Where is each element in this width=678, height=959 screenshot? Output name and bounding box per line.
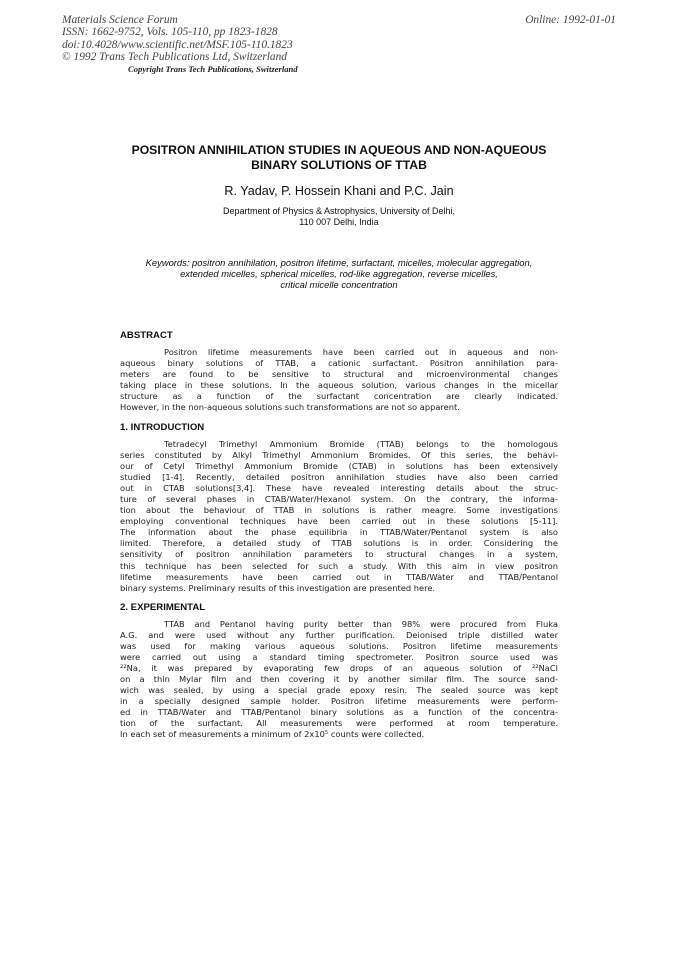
affiliation [100,206,578,228]
text-line: was used for making various aqueous solutions. Positron lifetime measurements [120,641,558,652]
text-line: ed in TTAB/Water and TTAB/Pentanol binary solutions as a function of the concentra- [120,707,558,718]
text-line: lifetime measurements have been carried out in TTAB/Water and TTAB/Pentanol [120,571,558,582]
text-line: on a thin Mylar film and then covering it by another similar film. The source sand- [120,674,558,685]
experimental-body [120,619,558,741]
keywords-line: extended micelles, spherical micelles, rod-like aggregation, reverse micelles, [180,268,498,280]
text-line: studied [1-4]. Recently, detailed positron annihilation studies have also been carried [120,472,558,483]
text-line: Positron lifetime measurements have been carried out in aqueous and non- [164,347,558,357]
title-line: POSITRON ANNIHILATION STUDIES IN AQUEOUS AND NON-AQUEOUS [131,143,547,157]
text-line: sensitivity of positron annihilation parameters to structural changes in a system, [120,549,558,560]
text-line: tion about the behaviour of TTAB in solutions is rather meagre. Some investigations [120,505,558,516]
publisher-line: © 1992 Trans Tech Publications Ltd, Switzerland [62,51,287,64]
text-line: The information about the phase equilibria in TTAB/Water/Pentanol system is also [120,527,558,538]
text-line: limited. Therefore, a detailed study of TTAB solutions is in order. Considering the [120,538,558,549]
title-line: BINARY SOLUTIONS OF TTAB [251,158,427,172]
text-line: ture of several phases in CTAB/Water/Hexanol system. On the contrary, the informa- [120,494,558,505]
text-line: A.G. and were used without any further purification. Deionised triple distilled water [120,630,558,641]
text-line: meters are found to be sensitive to structural and microenvironmental changes [120,369,558,380]
experimental-heading: 2. EXPERIMENTAL [120,602,206,613]
text-line: wich was sealed, by using a special grade epoxy resin. The sealed source was kept [120,685,558,696]
introduction-body [120,439,558,594]
text-line: our of Cetyl Trimethyl Ammonium Bromide (CTAB) in solutions has been extensively [120,461,558,472]
text-line: Tetradecyl Trimethyl Ammonium Bromide (TTAB) belongs to the homologous [164,439,558,449]
text-line: TTAB and Pentanol having purity better than 98% were procured from Fluka [164,619,558,629]
keywords [110,257,568,291]
text-line: ²²Na, it was prepared by evaporating few drops of an aqueous solution of ²²NaCl [120,663,558,674]
authors: R. Yadav, P. Hossein Khani and P.C. Jain [224,184,454,198]
abstract-body [120,347,558,413]
text-line: taking place in these solutions. In the aqueous solution, various changes in the micellar [120,380,558,391]
paper-title [100,143,578,173]
text-line: aqueous binary solutions of TTAB, a cationic surfactant. Positron annihilation para- [120,358,558,369]
text-line: series constituted by Alkyl Trimethyl Ammonium Bromides. Of this series, the behavi- [120,450,558,461]
text-line: binary systems. Preliminary results of this investigation are presented here. [120,582,436,593]
online-date: Online: 1992-01-01 [525,14,616,26]
text-line: out in CTAB solutions[3,4]. These have revealed interesting details about the struc- [120,483,558,494]
affiliation-line: 110 007 Delhi, India [299,217,379,227]
doi-line: doi:10.4028/www.scientific.net/MSF.105-110.1823 [62,38,293,51]
abstract-heading: ABSTRACT [120,330,173,341]
text-line: structure as a function of the surfactant concentration are clearly indicated. [120,391,558,402]
issn-line: ISSN: 1662-9752, Vols. 105-110, pp 1823-1828 [62,26,278,39]
text-line: employing conventional techniques have been carried out in these solutions [5-11]. [120,516,558,527]
introduction-heading: 1. INTRODUCTION [120,422,205,433]
affiliation-line: Department of Physics & Astrophysics, University of Delhi, [222,206,456,216]
keywords-line: critical micelle concentration [280,279,398,291]
keywords-line: Keywords: positron annihilation, positron lifetime, surfactant, micelles, molecular aggregation, [145,257,533,268]
copyright-stamp: Copyright Trans Tech Publications, Switzerland [128,64,298,74]
text-line: were carried out using a standard timing spectrometer. Positron source used was [120,652,558,663]
text-line: In each set of measurements a minimum of 2x10⁵ counts were collected. [120,729,425,740]
journal-name: Materials Science Forum [62,14,178,26]
text-line: tion of the surfactant. All measurements were performed at room temperature. [120,718,558,729]
text-line: in a specially designed sample holder. Positron lifetime measurements were perform- [120,696,558,707]
text-line: this technique has been selected for such a study. With this aim in view positron [120,560,558,571]
text-line: However, in the non-aqueous solutions such transformations are not so apparent. [120,402,460,413]
journal-info [62,14,293,64]
